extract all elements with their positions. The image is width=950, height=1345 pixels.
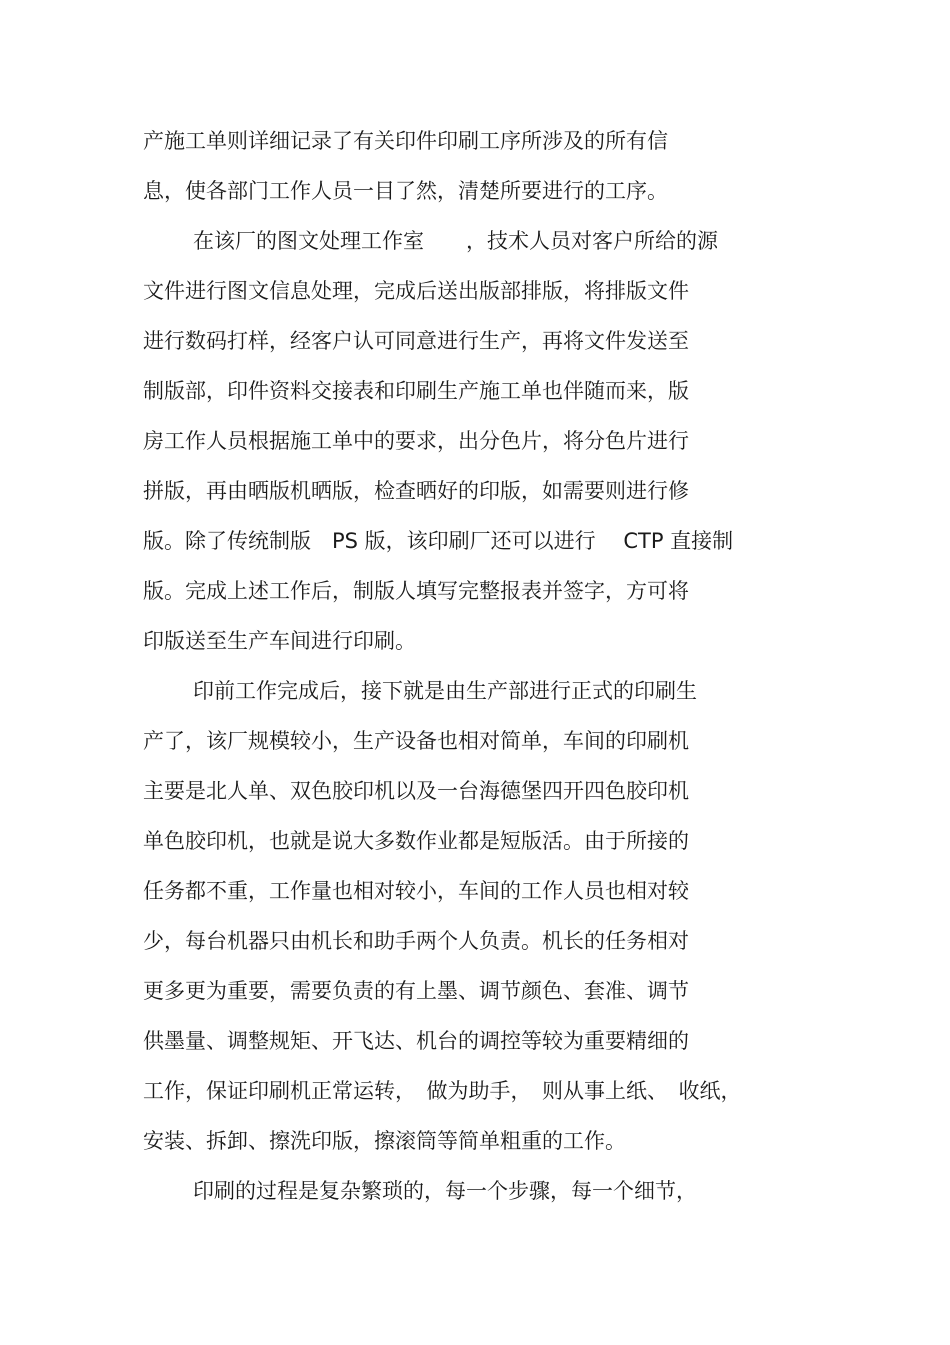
text-line: 文件进行图文信息处理，完成后送出版部排版，将排版文件: [143, 279, 689, 303]
text-line: 产了，该厂规模较小，生产设备也相对简单，车间的印刷机: [143, 729, 689, 753]
text-line: 任务都不重，工作量也相对较小，车间的工作人员也相对较: [143, 879, 689, 903]
text-line: 少，每台机器只由机长和助手两个人负责。机长的任务相对: [143, 929, 689, 953]
text-line: 更多更为重要，需要负责的有上墨、调节颜色、套准、调节: [143, 979, 689, 1003]
text-line: 房工作人员根据施工单中的要求，出分色片，将分色片进行: [143, 429, 689, 453]
text-line: 主要是北人单、双色胶印机以及一台海德堡四开四色胶印机: [143, 779, 689, 803]
text-line: 版。完成上述工作后，制版人填写完整报表并签字，方可将: [143, 579, 689, 603]
text-line: 拼版，再由晒版机晒版，检查晒好的印版，如需要则进行修: [143, 479, 689, 503]
text-line: 印前工作完成后，接下就是由生产部进行正式的印刷生: [193, 679, 697, 703]
text-line: 版。除了传统制版 PS 版，该印刷厂还可以进行 CTP 直接制: [143, 529, 734, 553]
text-line: 单色胶印机，也就是说大多数作业都是短版活。由于所接的: [143, 829, 689, 853]
text-line: 在该厂的图文处理工作室 ，技术人员对客户所给的源: [193, 229, 718, 253]
text-line: 进行数码打样，经客户认可同意进行生产，再将文件发送至: [143, 329, 689, 353]
text-line: 安装、拆卸、擦洗印版，擦滚筒等简单粗重的工作。: [143, 1129, 626, 1153]
text-line: 工作，保证印刷机正常运转， 做为助手， 则从事上纸、 收纸，: [143, 1079, 742, 1103]
text-line: 制版部，印件资料交接表和印刷生产施工单也伴随而来，版: [143, 379, 689, 403]
text-line: 产施工单则详细记录了有关印件印刷工序所涉及的所有信: [143, 129, 668, 153]
text-line: 印版送至生产车间进行印刷。: [143, 629, 416, 653]
text-line: 供墨量、调整规矩、开飞达、机台的调控等较为重要精细的: [143, 1029, 689, 1053]
text-line: 印刷的过程是复杂繁琐的，每一个步骤，每一个细节，: [193, 1179, 697, 1203]
text-line: 息，使各部门工作人员一目了然，清楚所要进行的工序。: [143, 179, 668, 203]
